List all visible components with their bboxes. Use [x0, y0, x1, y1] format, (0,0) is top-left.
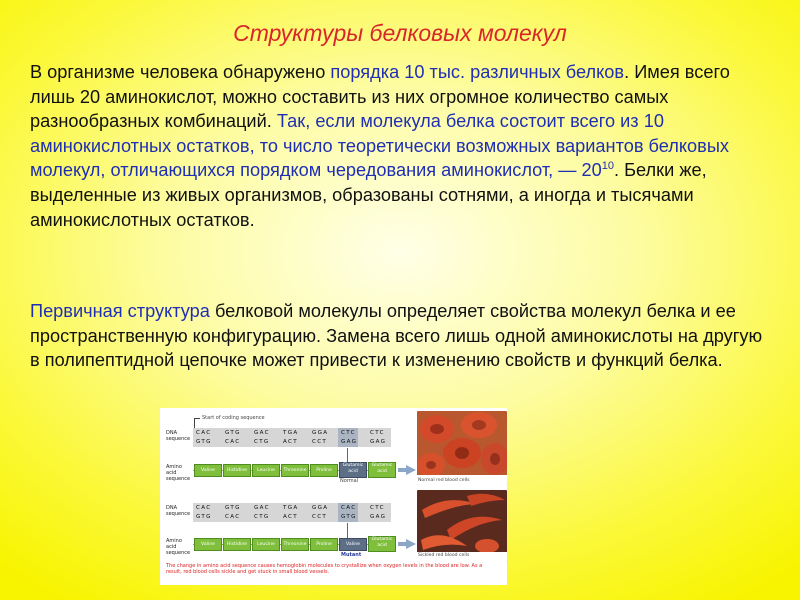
figure-caption: The change in amino acid sequence causes hemoglobin molecules to crystallize when oxygen levels in the blood are low. As a result, red blood cells sickle and get stuck in small blood vessels.: [166, 563, 483, 575]
p1-exponent: 10: [601, 160, 614, 173]
transcription-arrow-mutant: [347, 523, 348, 538]
p1-highlight-count: порядка 10 тыс. различных белков: [330, 62, 625, 82]
p2-term-primary-structure: Первичная структура: [30, 301, 210, 321]
slide-title: Структуры белковых молекул: [233, 20, 567, 46]
aa-mutant-2: Histidine: [223, 538, 251, 551]
arrow-shaft-mutant: [398, 542, 406, 546]
aa-mutant-6-highlight: Valine: [339, 538, 367, 551]
paragraph-protein-diversity: [30, 60, 775, 232]
p1-text-1: В организме человека обнаружено: [30, 62, 331, 82]
arrow-to-cells-normal: [406, 465, 416, 475]
aa-normal-1: Valine: [194, 464, 222, 477]
p1-combinations-text: Так, если молекула белка состоит всего из 10 аминокислотных остатков, то число теоретически возможных вариантов белковых молекул, отличающихся порядком чередования аминокислот, — 20: [30, 111, 729, 181]
aa-mutant-4: Threonine: [281, 538, 309, 551]
dna-top-strand-mutant: CAC GTG GAC TGA GGA CAC CTC: [196, 505, 385, 511]
normal-label: Normal: [340, 478, 359, 484]
aa-mutant-7: Glutamic acid: [368, 536, 396, 552]
sickle-cell-figure: [160, 408, 507, 585]
start-marker-tick: [194, 418, 200, 419]
dna-top-strand-normal: CAC GTG GAC TGA GGA CTC CTC: [196, 430, 385, 436]
dna-bottom-strand-mutant: GTG CAC CTG ACT CCT GTG GAG: [196, 514, 387, 520]
arrow-to-cells-mutant: [406, 539, 416, 549]
aa-normal-5: Proline: [310, 464, 338, 477]
dna-bottom-strand-normal: GTG CAC CTG ACT CCT GAG GAG: [196, 439, 387, 445]
dna-sequence-label-normal: DNA sequence: [166, 430, 191, 442]
arrow-shaft-normal: [398, 468, 406, 472]
aa-normal-4: Threonine: [281, 464, 309, 477]
start-marker-line: [194, 418, 195, 428]
aa-normal-2: Histidine: [223, 464, 251, 477]
p2-text: белковой молекулы определяет свойства молекул белка и ее пространственную конфигурацию. Замена всего лишь одной аминокислоты на другую в полипептидной цепочке может привести к изменению свойств и функций белка.: [30, 301, 763, 371]
aa-mutant-3: Leucine: [252, 538, 280, 551]
aa-normal-7: Glutamic acid: [368, 462, 396, 478]
aa-normal-6-highlight: Glutamic acid: [339, 462, 367, 478]
normal-cells-caption: Normal red blood cells: [418, 478, 470, 483]
p1-text-2: . Имея всего лишь 20 аминокислот, можно составить из них огромное количество самых разнообразных комбинаций.: [30, 62, 730, 132]
aa-mutant-1: Valine: [194, 538, 222, 551]
mutant-label: Mutant: [341, 552, 362, 558]
normal-red-blood-cells-image: [417, 411, 507, 485]
paragraph-primary-structure: [30, 299, 775, 373]
aa-normal-3: Leucine: [252, 464, 280, 477]
start-coding-label: Start of coding sequence: [202, 415, 265, 421]
aa-mutant-5: Proline: [310, 538, 338, 551]
sickled-red-blood-cells-image: [417, 490, 507, 562]
amino-acid-label-normal: Amino acid sequence: [166, 464, 191, 482]
p1-text-3: . Белки же, выделенные из живых организмов, образованы сотнями, а иногда и тысячами аминокислотных остатков.: [30, 160, 707, 230]
amino-acid-label-mutant: Amino acid sequence: [166, 538, 191, 556]
sickled-cells-caption: Sickled red blood cells: [418, 553, 470, 558]
dna-sequence-label-mutant: DNA sequence: [166, 505, 191, 517]
